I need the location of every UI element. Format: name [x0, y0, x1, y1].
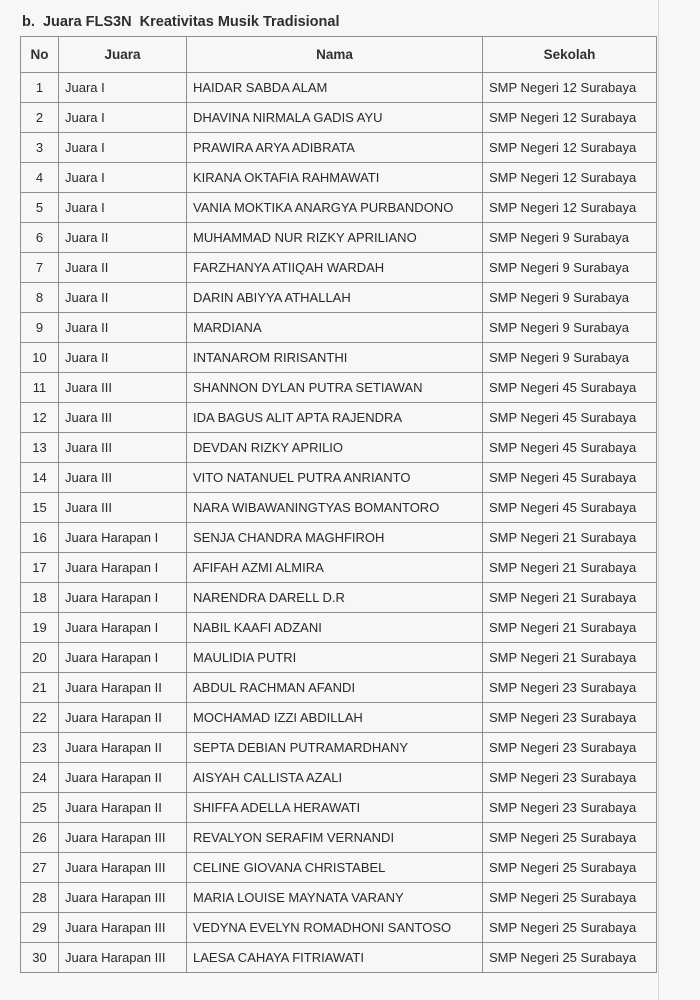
- cell-sekolah: SMP Negeri 23 Surabaya: [483, 673, 657, 703]
- cell-sekolah: SMP Negeri 25 Surabaya: [483, 883, 657, 913]
- cell-nama: REVALYON SERAFIM VERNANDI: [187, 823, 483, 853]
- cell-juara: Juara Harapan III: [59, 913, 187, 943]
- cell-juara: Juara I: [59, 73, 187, 103]
- cell-nama: NABIL KAAFI ADZANI: [187, 613, 483, 643]
- cell-juara: Juara I: [59, 193, 187, 223]
- cell-juara: Juara Harapan I: [59, 523, 187, 553]
- cell-juara: Juara II: [59, 343, 187, 373]
- table-row: [21, 463, 657, 493]
- cell-no: 10: [21, 343, 59, 373]
- cell-sekolah: SMP Negeri 9 Surabaya: [483, 283, 657, 313]
- cell-nama: MARDIANA: [187, 313, 483, 343]
- cell-nama: SHANNON DYLAN PUTRA SETIAWAN: [187, 373, 483, 403]
- cell-juara: Juara III: [59, 403, 187, 433]
- cell-juara: Juara II: [59, 283, 187, 313]
- cell-sekolah: SMP Negeri 23 Surabaya: [483, 703, 657, 733]
- table-row: [21, 733, 657, 763]
- cell-no: 12: [21, 403, 59, 433]
- cell-no: 29: [21, 913, 59, 943]
- table-row: [21, 643, 657, 673]
- cell-sekolah: SMP Negeri 45 Surabaya: [483, 433, 657, 463]
- cell-sekolah: SMP Negeri 21 Surabaya: [483, 643, 657, 673]
- cell-nama: MARIA LOUISE MAYNATA VARANY: [187, 883, 483, 913]
- header-juara: Juara: [59, 37, 187, 73]
- cell-nama: AISYAH CALLISTA AZALI: [187, 763, 483, 793]
- page-edge-rule: [658, 0, 659, 1000]
- cell-juara: Juara Harapan III: [59, 883, 187, 913]
- cell-nama: VEDYNA EVELYN ROMADHONI SANTOSO: [187, 913, 483, 943]
- table-header-row: [21, 37, 657, 73]
- cell-juara: Juara Harapan III: [59, 943, 187, 973]
- table-row: [21, 613, 657, 643]
- cell-nama: SHIFFA ADELLA HERAWATI: [187, 793, 483, 823]
- table-row: [21, 853, 657, 883]
- cell-no: 2: [21, 103, 59, 133]
- cell-no: 3: [21, 133, 59, 163]
- header-no: No: [21, 37, 59, 73]
- cell-juara: Juara III: [59, 463, 187, 493]
- cell-no: 23: [21, 733, 59, 763]
- cell-sekolah: SMP Negeri 12 Surabaya: [483, 73, 657, 103]
- cell-juara: Juara II: [59, 253, 187, 283]
- cell-nama: IDA BAGUS ALIT APTA RAJENDRA: [187, 403, 483, 433]
- cell-sekolah: SMP Negeri 45 Surabaya: [483, 463, 657, 493]
- cell-no: 11: [21, 373, 59, 403]
- cell-no: 25: [21, 793, 59, 823]
- cell-nama: HAIDAR SABDA ALAM: [187, 73, 483, 103]
- winners-table: [20, 36, 657, 973]
- cell-juara: Juara III: [59, 433, 187, 463]
- cell-no: 16: [21, 523, 59, 553]
- cell-no: 18: [21, 583, 59, 613]
- cell-no: 30: [21, 943, 59, 973]
- cell-sekolah: SMP Negeri 21 Surabaya: [483, 583, 657, 613]
- cell-no: 1: [21, 73, 59, 103]
- section-heading: b. Juara FLS3N Kreativitas Musik Tradisional: [22, 14, 340, 30]
- cell-juara: Juara Harapan III: [59, 823, 187, 853]
- cell-nama: NARENDRA DARELL D.R: [187, 583, 483, 613]
- cell-sekolah: SMP Negeri 25 Surabaya: [483, 943, 657, 973]
- cell-no: 6: [21, 223, 59, 253]
- cell-no: 9: [21, 313, 59, 343]
- table-row: [21, 283, 657, 313]
- cell-sekolah: SMP Negeri 45 Surabaya: [483, 373, 657, 403]
- cell-nama: LAESA CAHAYA FITRIAWATI: [187, 943, 483, 973]
- cell-nama: DHAVINA NIRMALA GADIS AYU: [187, 103, 483, 133]
- cell-juara: Juara Harapan III: [59, 853, 187, 883]
- header-nama: Nama: [187, 37, 483, 73]
- cell-juara: Juara Harapan I: [59, 643, 187, 673]
- cell-no: 4: [21, 163, 59, 193]
- table-row: [21, 163, 657, 193]
- cell-sekolah: SMP Negeri 25 Surabaya: [483, 853, 657, 883]
- cell-sekolah: SMP Negeri 12 Surabaya: [483, 103, 657, 133]
- cell-no: 5: [21, 193, 59, 223]
- cell-sekolah: SMP Negeri 25 Surabaya: [483, 913, 657, 943]
- cell-no: 26: [21, 823, 59, 853]
- table-row: [21, 433, 657, 463]
- cell-juara: Juara II: [59, 313, 187, 343]
- cell-sekolah: SMP Negeri 9 Surabaya: [483, 223, 657, 253]
- cell-no: 8: [21, 283, 59, 313]
- cell-sekolah: SMP Negeri 21 Surabaya: [483, 523, 657, 553]
- cell-juara: Juara I: [59, 133, 187, 163]
- cell-no: 21: [21, 673, 59, 703]
- table-row: [21, 763, 657, 793]
- cell-sekolah: SMP Negeri 45 Surabaya: [483, 493, 657, 523]
- cell-sekolah: SMP Negeri 23 Surabaya: [483, 733, 657, 763]
- cell-sekolah: SMP Negeri 21 Surabaya: [483, 613, 657, 643]
- cell-sekolah: SMP Negeri 12 Surabaya: [483, 163, 657, 193]
- cell-nama: MUHAMMAD NUR RIZKY APRILIANO: [187, 223, 483, 253]
- cell-nama: MOCHAMAD IZZI ABDILLAH: [187, 703, 483, 733]
- table-row: [21, 673, 657, 703]
- cell-nama: VANIA MOKTIKA ANARGYA PURBANDONO: [187, 193, 483, 223]
- cell-nama: PRAWIRA ARYA ADIBRATA: [187, 133, 483, 163]
- table-row: [21, 313, 657, 343]
- table-body: [21, 73, 657, 973]
- table-row: [21, 883, 657, 913]
- cell-no: 28: [21, 883, 59, 913]
- table-row: [21, 373, 657, 403]
- cell-juara: Juara Harapan I: [59, 583, 187, 613]
- cell-juara: Juara Harapan II: [59, 703, 187, 733]
- table-row: [21, 703, 657, 733]
- cell-juara: Juara III: [59, 493, 187, 523]
- cell-nama: FARZHANYA ATIIQAH WARDAH: [187, 253, 483, 283]
- cell-juara: Juara Harapan I: [59, 613, 187, 643]
- table-row: [21, 193, 657, 223]
- table-row: [21, 73, 657, 103]
- table-row: [21, 523, 657, 553]
- cell-sekolah: SMP Negeri 12 Surabaya: [483, 133, 657, 163]
- table-row: [21, 913, 657, 943]
- cell-nama: MAULIDIA PUTRI: [187, 643, 483, 673]
- header-sekolah: Sekolah: [483, 37, 657, 73]
- cell-sekolah: SMP Negeri 9 Surabaya: [483, 343, 657, 373]
- cell-no: 24: [21, 763, 59, 793]
- cell-no: 13: [21, 433, 59, 463]
- cell-nama: DARIN ABIYYA ATHALLAH: [187, 283, 483, 313]
- cell-juara: Juara I: [59, 103, 187, 133]
- cell-juara: Juara Harapan I: [59, 553, 187, 583]
- table-row: [21, 133, 657, 163]
- table-row: [21, 223, 657, 253]
- cell-sekolah: SMP Negeri 21 Surabaya: [483, 553, 657, 583]
- cell-nama: SENJA CHANDRA MAGHFIROH: [187, 523, 483, 553]
- cell-juara: Juara I: [59, 163, 187, 193]
- cell-sekolah: SMP Negeri 23 Surabaya: [483, 763, 657, 793]
- cell-no: 22: [21, 703, 59, 733]
- table-row: [21, 793, 657, 823]
- cell-no: 17: [21, 553, 59, 583]
- cell-sekolah: SMP Negeri 9 Surabaya: [483, 253, 657, 283]
- cell-sekolah: SMP Negeri 12 Surabaya: [483, 193, 657, 223]
- cell-sekolah: SMP Negeri 9 Surabaya: [483, 313, 657, 343]
- cell-no: 15: [21, 493, 59, 523]
- table-row: [21, 493, 657, 523]
- cell-sekolah: SMP Negeri 23 Surabaya: [483, 793, 657, 823]
- cell-no: 19: [21, 613, 59, 643]
- table-row: [21, 943, 657, 973]
- table-row: [21, 343, 657, 373]
- table-row: [21, 583, 657, 613]
- cell-juara: Juara Harapan II: [59, 763, 187, 793]
- cell-nama: DEVDAN RIZKY APRILIO: [187, 433, 483, 463]
- table-row: [21, 253, 657, 283]
- cell-nama: AFIFAH AZMI ALMIRA: [187, 553, 483, 583]
- cell-juara: Juara Harapan II: [59, 793, 187, 823]
- cell-nama: CELINE GIOVANA CHRISTABEL: [187, 853, 483, 883]
- cell-juara: Juara III: [59, 373, 187, 403]
- cell-no: 27: [21, 853, 59, 883]
- cell-nama: NARA WIBAWANINGTYAS BOMANTORO: [187, 493, 483, 523]
- cell-no: 7: [21, 253, 59, 283]
- cell-nama: ABDUL RACHMAN AFANDI: [187, 673, 483, 703]
- cell-no: 14: [21, 463, 59, 493]
- table-row: [21, 403, 657, 433]
- table-row: [21, 103, 657, 133]
- cell-sekolah: SMP Negeri 45 Surabaya: [483, 403, 657, 433]
- cell-nama: INTANAROM RIRISANTHI: [187, 343, 483, 373]
- cell-nama: SEPTA DEBIAN PUTRAMARDHANY: [187, 733, 483, 763]
- cell-sekolah: SMP Negeri 25 Surabaya: [483, 823, 657, 853]
- table-row: [21, 553, 657, 583]
- cell-juara: Juara Harapan II: [59, 673, 187, 703]
- cell-juara: Juara Harapan II: [59, 733, 187, 763]
- cell-juara: Juara II: [59, 223, 187, 253]
- table-row: [21, 823, 657, 853]
- cell-nama: KIRANA OKTAFIA RAHMAWATI: [187, 163, 483, 193]
- cell-nama: VITO NATANUEL PUTRA ANRIANTO: [187, 463, 483, 493]
- cell-no: 20: [21, 643, 59, 673]
